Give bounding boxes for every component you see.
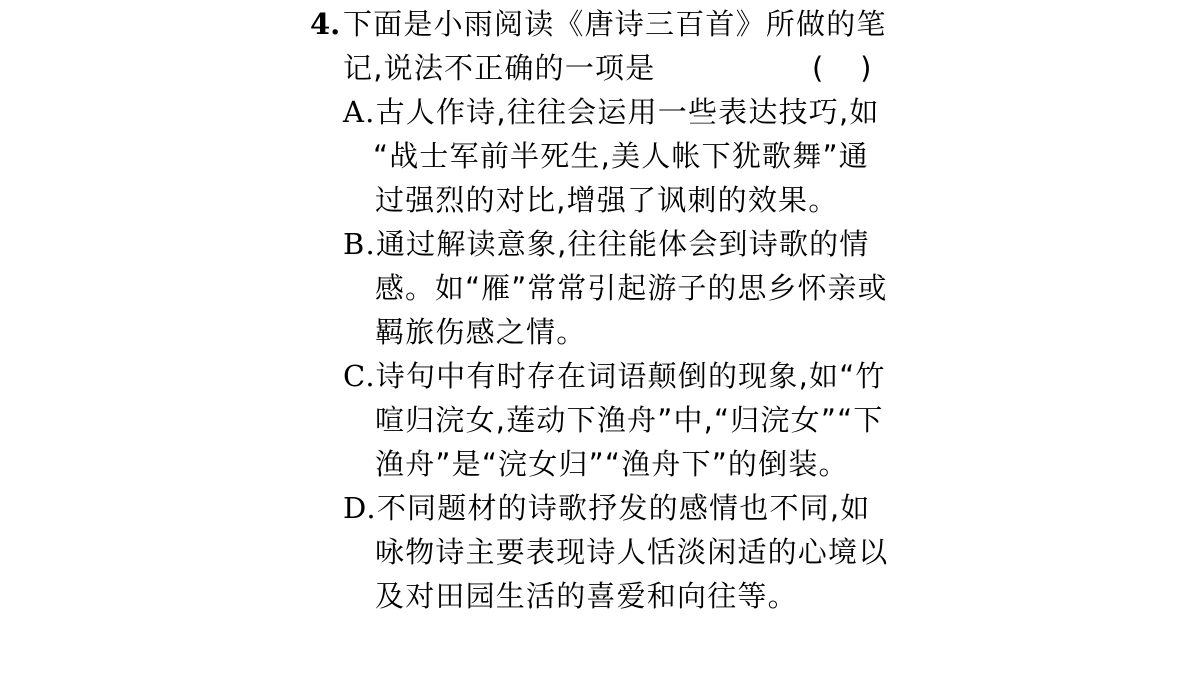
question-stem-line-2: 记,说法不正确的一项是	[343, 51, 656, 85]
option-d-line-2: 咏物诗主要表现诗人恬淡闲适的心境以	[375, 535, 889, 569]
answer-blank: ( )	[812, 51, 872, 85]
option-b-line-2: 感。如“雁”常常引起游子的思乡怀亲或	[375, 271, 888, 305]
option-d-line-1	[343, 490, 870, 526]
option-a-line-1	[343, 94, 880, 130]
option-c-line-1	[343, 358, 886, 394]
question-number: 4.	[310, 7, 341, 41]
option-c-line-2: 喧归浣女,莲动下渔舟”中,“归浣女”“下	[375, 403, 884, 437]
option-c-letter: C.	[343, 359, 376, 393]
option-b-line-1	[343, 226, 870, 262]
question-stem-line-1: 下面是小雨阅读《唐诗三百首》所做的笔	[343, 7, 887, 41]
option-b-line-3: 羁旅伤感之情。	[375, 315, 587, 349]
option-a-line-2: “战士军前半死生,美人帐下犹歌舞”通	[373, 139, 869, 173]
option-a-line-3: 过强烈的对比,增强了讽刺的效果。	[375, 183, 839, 217]
option-c-line-3: 渔舟”是“浣女归”“渔舟下”的倒装。	[375, 447, 849, 481]
option-a-text-1: 古人作诗,往往会运用一些表达技巧,如	[375, 95, 880, 129]
option-d-text-1: 不同题材的诗歌抒发的感情也不同,如	[376, 491, 871, 525]
option-b-text-1: 通过解读意象,往往能体会到诗歌的情	[375, 227, 870, 261]
option-d-line-3: 及对田园生活的喜爱和向往等。	[375, 579, 798, 613]
option-d-letter: D.	[343, 491, 377, 525]
option-c-text-1: 诗句中有时存在词语颠倒的现象,如“竹	[375, 359, 886, 393]
option-a-letter: A.	[343, 95, 376, 129]
option-b-letter: B.	[343, 227, 376, 261]
